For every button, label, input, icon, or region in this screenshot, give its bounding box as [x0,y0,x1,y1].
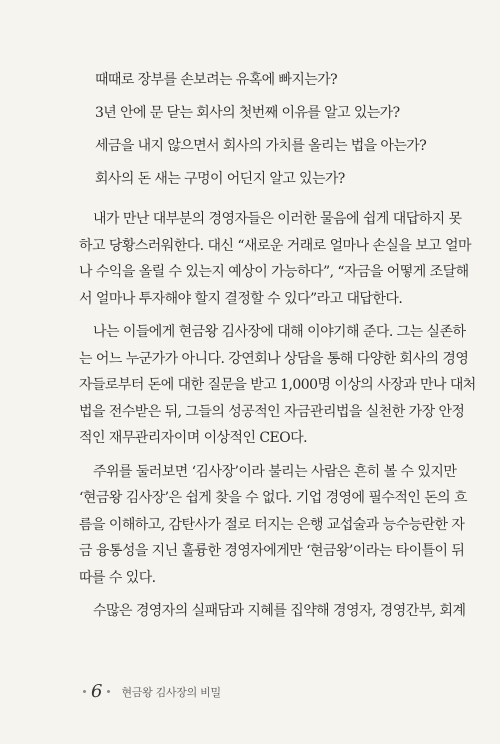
question-list [95,64,455,196]
text-line: 는 어느 누군가가 아니다. 강연회나 상담을 통해 다양한 회사의 경영 [79,350,469,367]
text-line: ‘현금왕 김사장’은 쉽게 찾을 수 없다. 기업 경영에 필수적인 돈의 흐 [79,490,468,506]
question-line: 세금을 내지 않으면서 회사의 가치를 올리는 법을 아는가? [95,138,427,154]
question-line: 회사의 돈 새는 구멍이 어딘지 알고 있는가? [95,171,345,187]
text-line: 서 얼마나 투자해야 할지 결정할 수 있다”라고 대답한다. [79,290,403,307]
text-line: 금 융통성을 지닌 훌륭한 경영자에게만 ‘현금왕’이라는 타이틀이 뒤 [79,543,465,559]
text-line: 자들로부터 돈에 대한 질문을 받고 1,000명 이상의 사장과 만나 대처 [79,377,476,393]
paragraph [79,459,468,592]
page-number: 6 [91,681,103,702]
text-line: 하고 당황스러워한다. 대신 “새로운 거래로 얼마나 손실을 보고 얼마 [79,237,472,254]
text-line: 법을 전수받은 뒤, 그들의 성공적인 자금관리법을 실천한 가장 안정 [79,403,465,420]
text-line: 내가 만난 대부분의 경영자들은 이러한 물음에 쉽게 대답하지 못 [93,211,462,227]
body-text [79,206,476,632]
text-line: 주위를 둘러보면 ‘김사장’이라 불리는 사람은 흔히 볼 수 있지만 [93,463,457,480]
question-line: 3년 안에 문 닫는 회사의 첫번째 이유를 알고 있는가? [95,105,400,121]
paragraph [79,206,472,312]
text-line: 나 수익을 올릴 수 있는지 예상이 가능하다”, “자금을 어떻게 조달해 [79,264,469,280]
text-line: 따를 수 있다. [79,569,156,586]
text-line: 수많은 경영자의 실패담과 지혜를 집약해 경영자, 경영간부, 회계 [93,603,466,619]
bullet-dot-icon [83,690,86,693]
paragraph [79,319,476,452]
bullet-dot-icon [107,690,110,693]
text-line: 적인 재무관리자이며 이상적인 CEO다. [79,430,307,446]
book-title: 현금왕 김사장의 비밀 [121,685,221,699]
text-line: 름을 이해하고, 감탄사가 절로 터지는 은행 교섭술과 능수능란한 자 [79,516,465,533]
paragraph [79,598,466,625]
question-line: 때때로 장부를 손보려는 유혹에 빠지는가? [95,72,338,88]
text-line: 나는 이들에게 현금왕 김사장에 대해 이야기해 준다. 그는 실존하 [93,324,466,340]
page-footer [78,681,221,702]
